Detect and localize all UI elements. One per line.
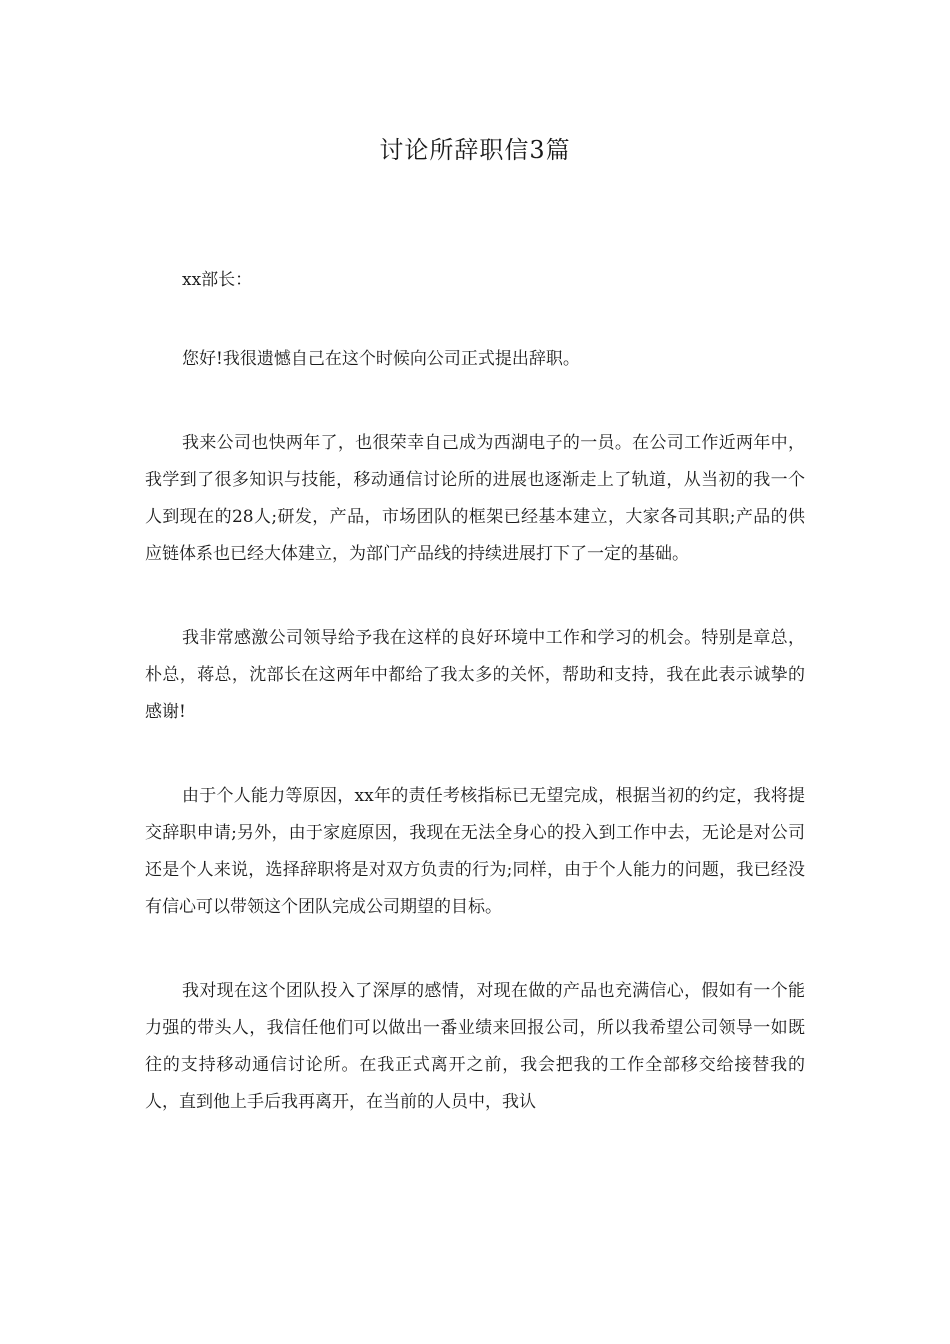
paragraph-background: 我来公司也快两年了，也很荣幸自己成为西湖电子的一员。在公司工作近两年中，我学到了很多知识与技能，移动通信讨论所的进展也逐渐走上了轨道，从当初的我一个人到现在的28人;研发，产品，市场团队的框架已经基本建立，大家各司其职;产品的供应链体系也已经大体建立，为部门产品线的持续进展打下了一定的基础。 [145, 433, 805, 564]
paragraph-greeting: 您好!我很遗憾自己在这个时候向公司正式提出辞职。 [182, 349, 580, 369]
letter-body [145, 262, 805, 1121]
paragraph-handover: 我对现在这个团队投入了深厚的感情，对现在做的产品也充满信心，假如有一个能力强的带头人，我信任他们可以做出一番业绩来回报公司，所以我希望公司领导一如既往的支持移动通信讨论所。在我正式离开之前，我会把我的工作全部移交给接替我的人，直到他上手后我再离开，在当前的人员中，我认 [145, 981, 805, 1112]
paragraph-reasons: 由于个人能力等原因，xx年的责任考核指标已无望完成，根据当初的约定，我将提交辞职申请;另外，由于家庭原因，我现在无法全身心的投入到工作中去，无论是对公司还是个人来说，选择辞职将是对双方负责的行为;同样，由于个人能力的问题，我已经没有信心可以带领这个团队完成公司期望的目标。 [145, 786, 805, 917]
salutation: xx部长： [182, 270, 253, 290]
document-title: 讨论所辞职信3篇 [379, 136, 571, 164]
paragraph-gratitude: 我非常感激公司领导给予我在这样的良好环境中工作和学习的机会。特别是章总，朴总，蒋总，沈部长在这两年中都给了我太多的关怀，帮助和支持，我在此表示诚挚的感谢! [145, 628, 805, 722]
